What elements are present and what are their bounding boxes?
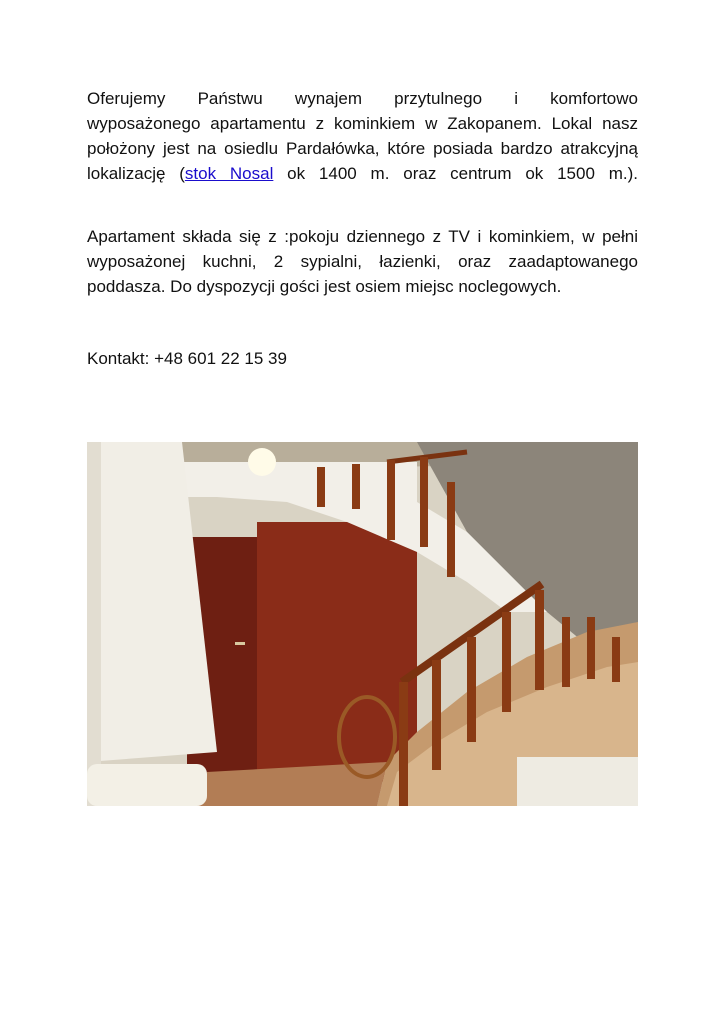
- intro-line-3: położony jest na osiedlu Pardałówka, które posiada bardzo atrakcyjną: [87, 139, 638, 158]
- photo-door-handle: [235, 642, 245, 645]
- photo-bench: [517, 757, 638, 806]
- intro-line-1: Oferujemy Państwu wynajem przytulnego i komfortowo: [87, 89, 638, 108]
- stok-nosal-link[interactable]: stok Nosal: [184, 164, 274, 183]
- intro-line-4-end: ok 1400 m. oraz centrum ok 1500 m.).: [273, 164, 638, 183]
- intro-line-2: wyposażonego apartamentu z kominkiem w Zakopanem. Lokal nasz: [87, 114, 638, 133]
- apartment-line-1: Apartament składa się z :pokoju dziennego z TV i kominkiem, w pełni: [87, 227, 638, 246]
- photo-sofa: [87, 764, 207, 806]
- photo-left-edge: [87, 442, 101, 806]
- intro-paragraph: [87, 86, 638, 186]
- intro-line-4-start: lokalizację (: [87, 164, 185, 183]
- apartment-line-3: poddasza. Do dyspozycji gości jest osiem miejsc noclegowych.: [87, 277, 562, 296]
- apartment-stairs-photo: [87, 442, 638, 806]
- apartment-line-2: wyposażonej kuchni, 2 sypialni, łazienki, oraz zaadaptowanego: [87, 252, 638, 271]
- photo-ceiling-light: [248, 448, 276, 476]
- contact-line: Kontakt: +48 601 22 15 39: [87, 349, 287, 368]
- intro-line-4: [87, 161, 638, 186]
- apartment-paragraph: [87, 224, 638, 299]
